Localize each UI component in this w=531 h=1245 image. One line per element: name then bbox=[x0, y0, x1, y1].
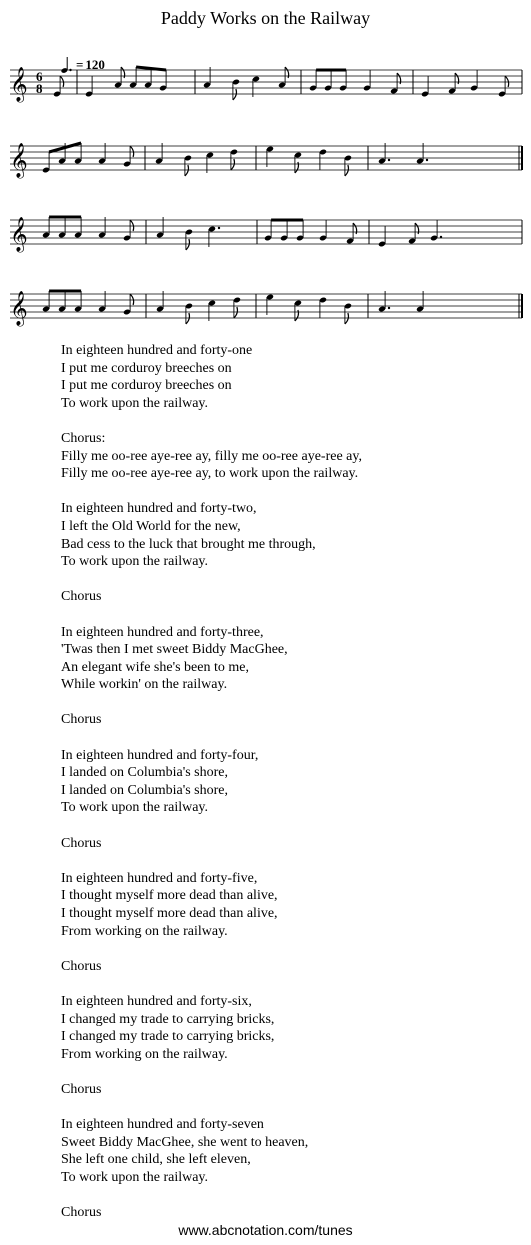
note-flag bbox=[130, 220, 134, 231]
treble-clef-icon: 𝄞 bbox=[10, 217, 28, 252]
lyric-stanza bbox=[61, 958, 362, 976]
lyric-line: In eighteen hundred and forty-seven bbox=[61, 1117, 264, 1133]
lyric-line: In eighteen hundred and forty-two, bbox=[61, 501, 257, 517]
lyric-stanza bbox=[61, 588, 362, 606]
lyric-stanza bbox=[61, 500, 362, 570]
tempo-value: 120 bbox=[85, 57, 105, 72]
lyric-stanza bbox=[61, 1081, 362, 1099]
time-signature-bottom: 8 bbox=[36, 81, 43, 96]
note-flag bbox=[130, 146, 134, 157]
lyric-line: To work upon the railway. bbox=[61, 395, 209, 411]
note-dot bbox=[388, 307, 390, 309]
treble-clef-icon: 𝄞 bbox=[10, 291, 28, 326]
note-beam bbox=[136, 67, 166, 70]
lyric-line: Filly me oo-ree aye-ree ay, filly me oo-ree aye-ree ay, bbox=[61, 448, 362, 464]
lyric-stanza bbox=[61, 747, 362, 817]
lyric-line: I thought myself more dead than alive, bbox=[61, 906, 278, 921]
lyric-line: Chorus bbox=[61, 1081, 102, 1097]
staff-system bbox=[10, 67, 522, 103]
lyric-line: In eighteen hundred and forty-four, bbox=[61, 747, 259, 763]
lyric-stanza bbox=[61, 430, 362, 483]
lyric-line: In eighteen hundred and forty-six, bbox=[61, 993, 252, 1009]
page-title: Paddy Works on the Railway bbox=[160, 8, 371, 28]
lyric-stanza bbox=[61, 1116, 362, 1186]
lyric-stanza bbox=[61, 993, 362, 1063]
note-flag bbox=[130, 294, 134, 305]
lyric-line: Chorus: bbox=[61, 430, 106, 446]
footer-url[interactable]: www.abcnotation.com/tunes bbox=[178, 1222, 353, 1238]
lyric-line: 'Twas then I met sweet Biddy MacGhee, bbox=[61, 642, 288, 658]
note-flag bbox=[186, 313, 190, 324]
lyric-line: An elegant wife she's been to me, bbox=[61, 659, 249, 675]
lyric-line: I left the Old World for the new, bbox=[61, 518, 241, 534]
lyric-line: To work upon the railway. bbox=[61, 554, 209, 570]
lyric-line: To work upon the railway. bbox=[61, 800, 209, 816]
lyric-line: In eighteen hundred and forty-five, bbox=[61, 870, 258, 886]
lyrics-block bbox=[61, 342, 362, 1239]
note-flag bbox=[185, 165, 189, 176]
note-flag bbox=[60, 76, 64, 87]
note-flag bbox=[234, 307, 238, 318]
note-dot bbox=[218, 227, 220, 229]
note-flag bbox=[345, 313, 349, 324]
lyric-line: I landed on Columbia's shore, bbox=[61, 782, 228, 798]
note-dot bbox=[440, 236, 442, 238]
lyric-line: Chorus bbox=[61, 835, 102, 851]
lyric-line: I changed my trade to carrying bricks, bbox=[61, 1011, 275, 1027]
note-flag bbox=[505, 76, 509, 87]
tempo-equals: = bbox=[76, 57, 84, 72]
lyric-line: In eighteen hundred and forty-three, bbox=[61, 624, 264, 640]
lyric-line: I changed my trade to carrying bricks, bbox=[61, 1029, 275, 1045]
lyric-line: To work upon the railway. bbox=[61, 1169, 209, 1185]
lyric-line: While workin' on the railway. bbox=[61, 677, 228, 693]
note-flag bbox=[231, 159, 235, 170]
note-dot bbox=[426, 159, 428, 161]
lyric-stanza bbox=[61, 870, 362, 940]
lyric-line: Chorus bbox=[61, 1205, 102, 1221]
treble-clef-icon: 𝄞 bbox=[10, 67, 28, 102]
lyric-line: Bad cess to the luck that brought me through, bbox=[61, 536, 316, 552]
note-flag bbox=[186, 239, 190, 250]
lyric-line: Chorus bbox=[61, 589, 102, 605]
lyric-line: Filly me oo-ree aye-ree ay, to work upon the railway. bbox=[61, 466, 359, 482]
note-dot bbox=[388, 159, 390, 161]
lyric-line: From working on the railway. bbox=[61, 1046, 228, 1062]
lyric-stanza bbox=[61, 1204, 362, 1222]
lyric-line: I put me corduroy breeches on bbox=[61, 378, 232, 394]
lyric-line: Chorus bbox=[61, 958, 102, 974]
treble-clef-icon: 𝄞 bbox=[10, 143, 28, 178]
note-flag bbox=[233, 89, 237, 100]
lyric-line: I thought myself more dead than alive, bbox=[61, 888, 278, 904]
staff-system bbox=[10, 217, 522, 253]
lyric-line: I landed on Columbia's shore, bbox=[61, 765, 228, 781]
lyric-line: Chorus bbox=[61, 712, 102, 728]
lyric-line: I put me corduroy breeches on bbox=[61, 360, 232, 376]
lyric-stanza bbox=[61, 624, 362, 694]
lyric-line: Sweet Biddy MacGhee, she went to heaven, bbox=[61, 1134, 309, 1150]
lyric-stanza bbox=[61, 711, 362, 729]
lyric-line: She left one child, she left eleven, bbox=[61, 1152, 251, 1168]
lyric-line: In eighteen hundred and forty-one bbox=[61, 343, 253, 358]
time-signature-top: 6 bbox=[36, 69, 43, 84]
note-flag bbox=[345, 165, 349, 176]
lyric-stanza bbox=[61, 835, 362, 853]
lyric-line: From working on the railway. bbox=[61, 923, 228, 939]
staff-system bbox=[10, 143, 522, 179]
staff-system bbox=[10, 291, 522, 327]
sheet-music-score bbox=[0, 60, 531, 330]
lyric-stanza bbox=[61, 342, 362, 412]
